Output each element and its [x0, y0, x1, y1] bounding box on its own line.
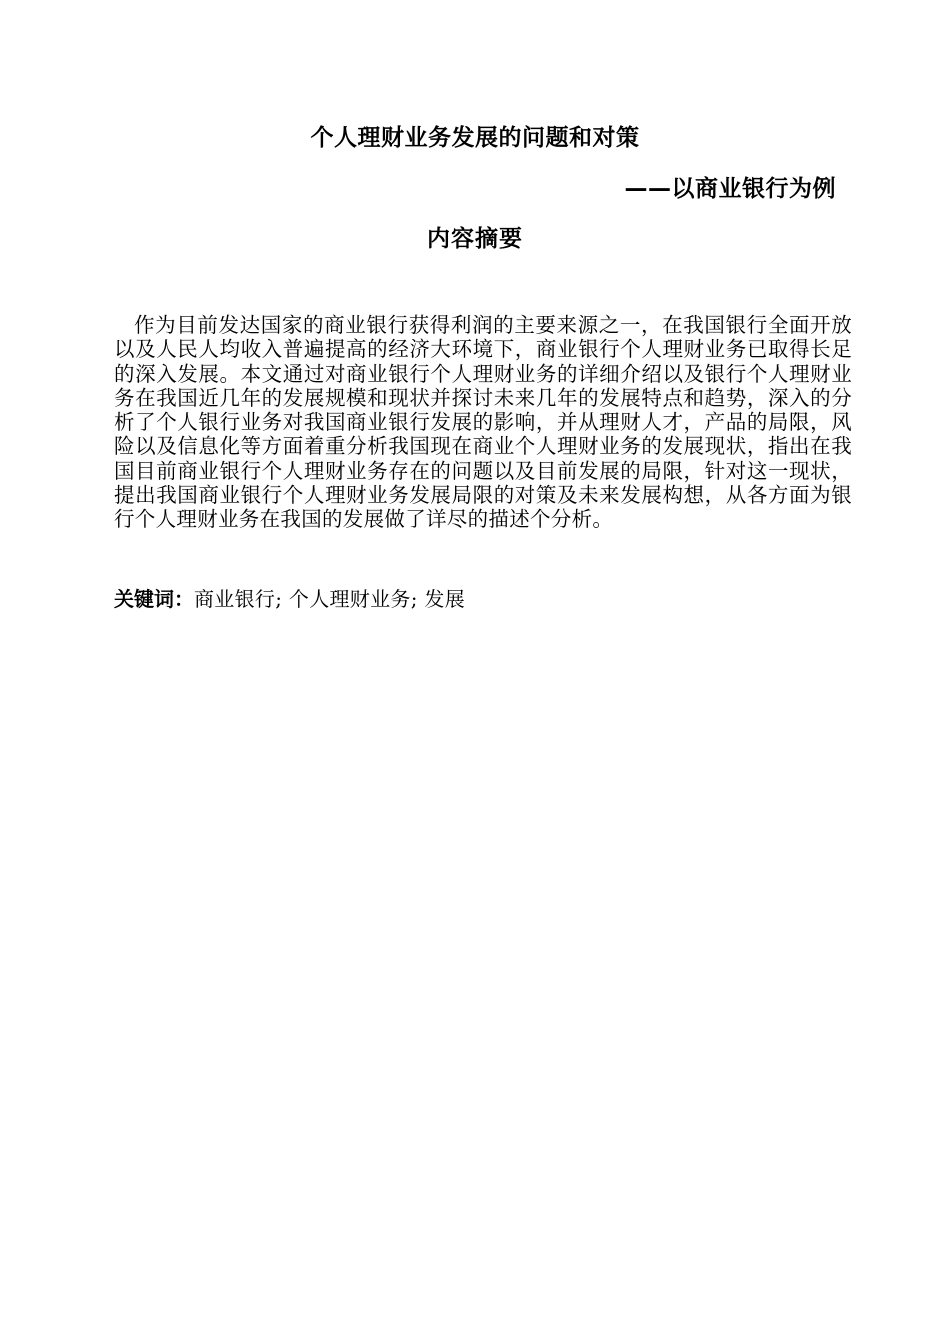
document-title: 个人理财业务发展的问题和对策 [310, 125, 640, 151]
document-subtitle: ——以商业银行为例 [624, 176, 836, 202]
keywords-label: 关键词： [114, 587, 194, 611]
abstract-paragraph: 作为目前发达国家的商业银行获得利润的主要来源之一，在我国银行全面开放以及人民人均收入普遍提高的经济大环境下，商业银行个人理财业务已取得长足的深入发展。本文通过对商业银行个人理财业务的详细介绍以及银行个人理财业务在我国近几年的发展规模和现状并探讨未来几年的发展特点和趋势，深入的分析了个人银行业务对我国商业银行发展的影响，并从理财人才，产品的局限，风险以及信息化等方面着重分析我国现在商业个人理财业务的发展现状，指出在我国目前商业银行个人理财业务存在的问题以及目前发展的局限，针对这一现状，提出我国商业银行个人理财业务发展局限的对策及未来发展构想，从各方面为银行个人理财业务在我国的发展做了详尽的描述个分析。 [114, 313, 852, 532]
abstract-heading: 内容摘要 [427, 226, 523, 252]
keywords-value: 商业银行; 个人理财业务; 发展 [194, 587, 465, 611]
keywords-line [114, 586, 852, 613]
